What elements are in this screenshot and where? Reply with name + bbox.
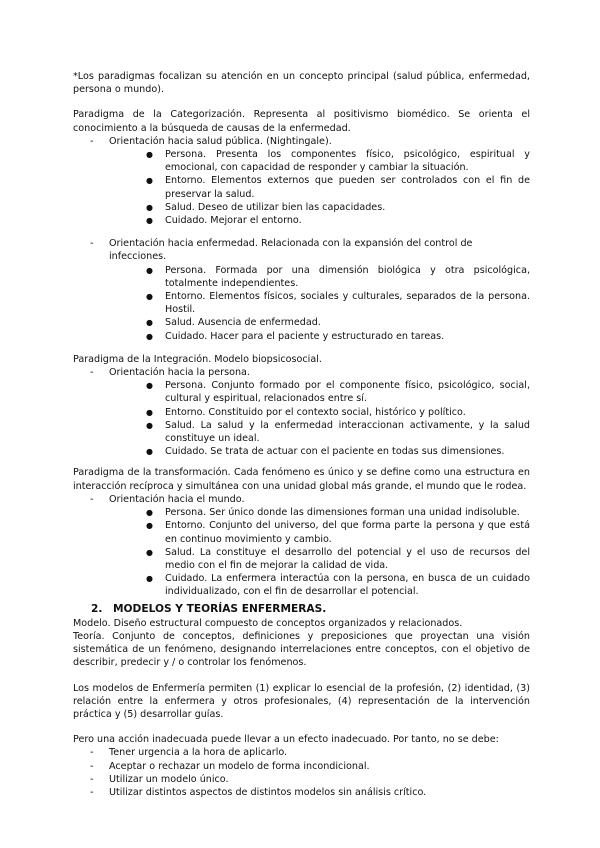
orientation-item <box>73 366 530 458</box>
list-item: ● Salud. Ausencia de enfermedad. <box>144 316 530 329</box>
section-title: MODELOS Y TEORÍAS ENFERMERAS. <box>113 602 327 615</box>
models-purpose: Los modelos de Enfermería permiten (1) explicar lo esencial de la profesión, (2) identidad, (3) relación entre la enfermera y otros profesionales, (4) representación de la intervención práctica y (5) desarrollar guías. <box>73 682 530 720</box>
list-item: ● Cuidado. Hacer para el paciente y estructurado en tareas. <box>144 330 530 343</box>
list-item: ● Persona. Ser único donde las dimensiones forman una unidad indisoluble. <box>144 506 530 519</box>
orientation-title: Orientación hacia el mundo. <box>109 493 245 505</box>
list-item: - Aceptar o rechazar un modelo de forma incondicional. <box>73 760 530 773</box>
orientation-title: Orientación hacia la persona. <box>109 367 250 379</box>
orientation-item <box>73 135 530 227</box>
categorizacion-orientations <box>73 135 530 227</box>
orientation-title: Orientación hacia salud pública. (Nightingale). <box>109 135 332 147</box>
orientation-title: Orientación hacia enfermedad. Relacionada con la expansión del control de infecciones. <box>109 238 473 263</box>
list-item: ● Salud. Deseo de utilizar bien las capacidades. <box>144 201 530 214</box>
list-item: - Utilizar un modelo único. <box>73 773 530 786</box>
bullet-list <box>109 264 530 343</box>
paradigm-transformacion-intro: Paradigma de la transformación. Cada fenómeno es único y se define como una estructura en interacción recíproca y simultánea con una unidad global más grande, el mundo que le rodea. <box>73 467 530 492</box>
modelo-definition: Modelo. Diseño estructural compuesto de conceptos organizados y relacionados. <box>73 617 463 629</box>
list-item: ● Persona. Conjunto formado por el componente físico, psicológico, social, cultural y espiritual, relacionados entre sí. <box>144 379 530 405</box>
warning-intro: Pero una acción inadecuada puede llevar a un efecto inadecuado. Por tanto, no se debe: <box>73 734 499 746</box>
transformacion-orientations <box>73 493 530 599</box>
section-heading <box>91 603 530 616</box>
list-item: ● Entorno. Conjunto del universo, del que forma parte la persona y que está en continuo movimiento y cambio. <box>144 519 530 545</box>
bullet-list <box>109 506 530 598</box>
list-item: ● Cuidado. Mejorar el entorno. <box>144 214 530 227</box>
list-item: ● Entorno. Constituido por el contexto social, histórico y político. <box>144 406 530 419</box>
list-item: ● Persona. Formada por una dimensión biológica y otra psicológica, totalmente independientes. <box>144 264 530 290</box>
list-item: ● Salud. La constituye el desarrollo del potencial y el uso de recursos del medio con el fin de mejorar la calidad de vida. <box>144 546 530 572</box>
intro-note: *Los paradigmas focalizan su atención en un concepto principal (salud pública, enfermedad, persona o mundo). <box>73 71 530 96</box>
section-number: 2. <box>91 602 103 615</box>
paradigm-categorizacion-intro: Paradigma de la Categorización. Representa al positivismo biomédico. Se orienta el conocimiento a la búsqueda de causas de la enfermedad. <box>73 109 530 134</box>
list-item: ● Salud. La salud y la enfermedad interaccionan activamente, y la salud constituye un ideal. <box>144 419 530 445</box>
list-item: ● Persona. Presenta los componentes físico, psicológico, espiritual y emocional, con capacidad de responder y cambiar la situación. <box>144 148 530 174</box>
orientation-item <box>73 237 530 343</box>
integracion-orientations <box>73 366 530 458</box>
warning-list <box>73 746 530 799</box>
list-item: - Utilizar distintos aspectos de distintos modelos sin análisis crítico. <box>73 786 530 799</box>
list-item: - Tener urgencia a la hora de aplicarlo. <box>73 746 530 759</box>
categorizacion-orientations-2 <box>73 237 530 343</box>
paradigm-integracion-intro: Paradigma de la Integración. Modelo biopsicosocial. <box>73 353 322 365</box>
bullet-list <box>109 148 530 227</box>
list-item: ● Entorno. Elementos físicos, sociales y culturales, separados de la persona. Hostil. <box>144 290 530 316</box>
list-item: ● Cuidado. La enfermera interactúa con la persona, en busca de un cuidado individualizado, con el fin de desarrollar el potencial. <box>144 572 530 598</box>
list-item: ● Entorno. Elementos externos que pueden ser controlados con el fin de preservar la salud. <box>144 174 530 200</box>
teoria-definition: Teoría. Conjunto de conceptos, definiciones y preposiciones que proyectan una visión sistemática de un fenómeno, designando interrelaciones entre conceptos, con el objetivo de describir, predecir y / o controlar los fenómenos. <box>73 630 530 669</box>
bullet-list <box>109 379 530 458</box>
list-item: ● Cuidado. Se trata de actuar con el paciente en todas sus dimensiones. <box>144 445 530 458</box>
orientation-item <box>73 493 530 599</box>
